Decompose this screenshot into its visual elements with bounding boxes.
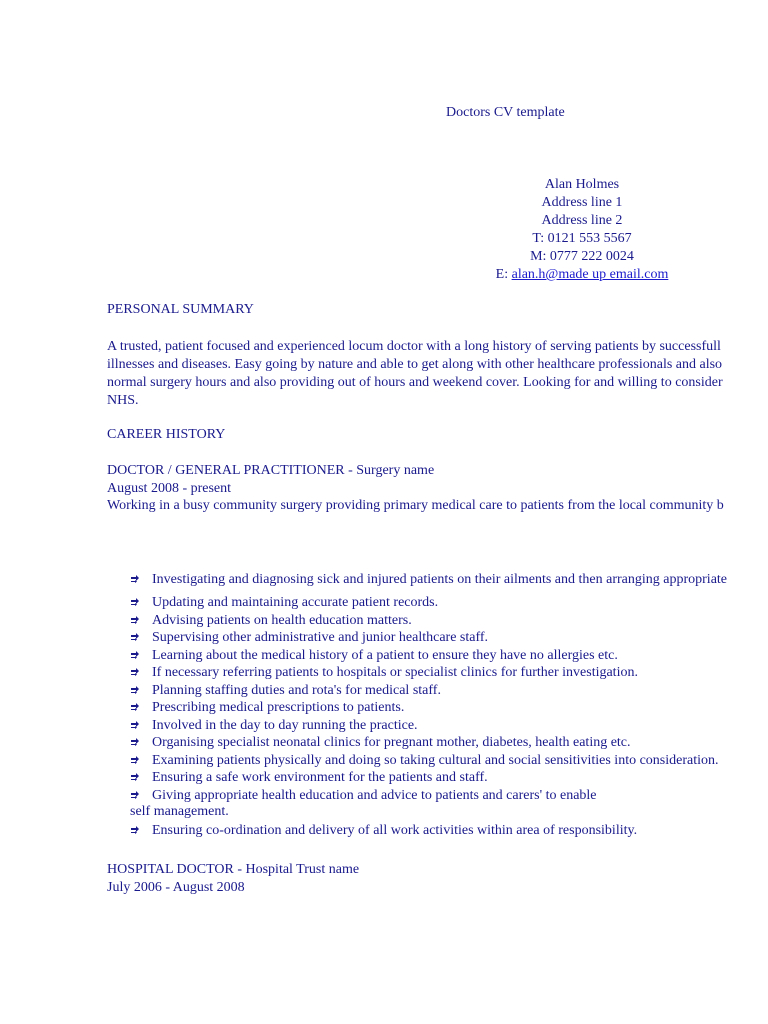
duty-text: Investigating and diagnosing sick and injured patients on their ailments and then arranging appropriate (152, 572, 728, 587)
job-dates-gp: August 2008 - present (107, 481, 232, 496)
contact-email-row (440, 266, 724, 284)
duty-text: Examining patients physically and doing so taking cultural and social sensitivities into consideration. (152, 752, 719, 768)
duty-list-item (130, 699, 727, 717)
job-title-gp: DOCTOR / GENERAL PRACTITIONER - Surgery name (107, 463, 435, 478)
contact-mobile: M: 0777 222 0024 (530, 249, 634, 264)
contact-name: Alan Holmes (544, 177, 620, 192)
contact-email-link[interactable]: alan.h@made up email.com (511, 267, 669, 282)
arrow-bullet-icon (130, 737, 140, 747)
contact-block (440, 176, 724, 284)
duties-list (130, 571, 727, 839)
arrow-bullet-icon (130, 667, 140, 677)
personal-summary-heading: PERSONAL SUMMARY (107, 302, 254, 317)
duty-text: Advising patients on health education matters. (152, 612, 412, 628)
duty-list-item (130, 571, 727, 594)
arrow-bullet-icon (130, 790, 140, 800)
contact-address-line-2: Address line 2 (541, 213, 623, 228)
duty-list-item (130, 787, 727, 822)
duty-list-item (130, 664, 727, 682)
summary-line: A trusted, patient focused and experienced locum doctor with a long history of serving patients by successfull (107, 339, 721, 354)
arrow-bullet-icon (130, 720, 140, 730)
duty-text: Ensuring co-ordination and delivery of all work activities within area of responsibility. (152, 822, 638, 838)
arrow-bullet-icon (130, 772, 140, 782)
duty-text: Organising specialist neonatal clinics for pregnant mother, diabetes, health eating etc. (152, 735, 631, 750)
duty-list-item (130, 682, 727, 700)
duty-list-item (130, 629, 727, 647)
summary-line: NHS. (107, 393, 139, 408)
summary-line: normal surgery hours and also providing out of hours and weekend cover. Looking for and willing to consider (107, 375, 723, 390)
arrow-bullet-icon (130, 574, 140, 584)
arrow-bullet-icon (130, 702, 140, 712)
duty-list-item (130, 734, 727, 752)
duty-text-continuation: self management. (130, 804, 229, 819)
duty-text: Involved in the day to day running the practice. (152, 717, 418, 733)
duty-text: If necessary referring patients to hospitals or specialist clinics for further investigation. (152, 665, 638, 680)
duty-list-item (130, 822, 727, 840)
duty-text: Supervising other administrative and junior healthcare staff. (152, 630, 489, 645)
document-title: Doctors CV template (446, 105, 565, 120)
duty-text: Giving appropriate health education and advice to patients and carers' to enable (152, 787, 597, 803)
duty-list-item (130, 717, 727, 735)
arrow-bullet-icon (130, 825, 140, 835)
contact-telephone: T: 0121 553 5567 (532, 231, 632, 246)
duty-text: Learning about the medical history of a patient to ensure they have no allergies etc. (152, 647, 618, 663)
arrow-bullet-icon (130, 632, 140, 642)
contact-address-line-1: Address line 1 (541, 195, 623, 210)
arrow-bullet-icon (130, 615, 140, 625)
arrow-bullet-icon (130, 755, 140, 765)
contact-email-prefix: E: (495, 267, 512, 282)
arrow-bullet-icon (130, 597, 140, 607)
career-history-heading: CAREER HISTORY (107, 427, 226, 442)
job-dates-hospital: July 2006 - August 2008 (107, 880, 245, 895)
duty-list-item (130, 647, 727, 665)
duty-text: Ensuring a safe work environment for the patients and staff. (152, 770, 488, 785)
personal-summary-text (107, 338, 768, 410)
duty-list-item (130, 594, 727, 612)
job-description-gp: Working in a busy community surgery providing primary medical care to patients from the local community b (107, 498, 724, 513)
job-title-hospital: HOSPITAL DOCTOR - Hospital Trust name (107, 862, 360, 877)
duty-text: Updating and maintaining accurate patient records. (152, 595, 439, 610)
arrow-bullet-icon (130, 685, 140, 695)
duty-list-item (130, 612, 727, 630)
duty-list-item (130, 752, 727, 770)
duty-text: Prescribing medical prescriptions to patients. (152, 700, 405, 715)
summary-line: illnesses and diseases. Easy going by nature and able to get along with other healthcare professionals and also (107, 357, 723, 372)
duty-text: Planning staffing duties and rota's for medical staff. (152, 682, 441, 698)
duty-list-item (130, 769, 727, 787)
arrow-bullet-icon (130, 650, 140, 660)
